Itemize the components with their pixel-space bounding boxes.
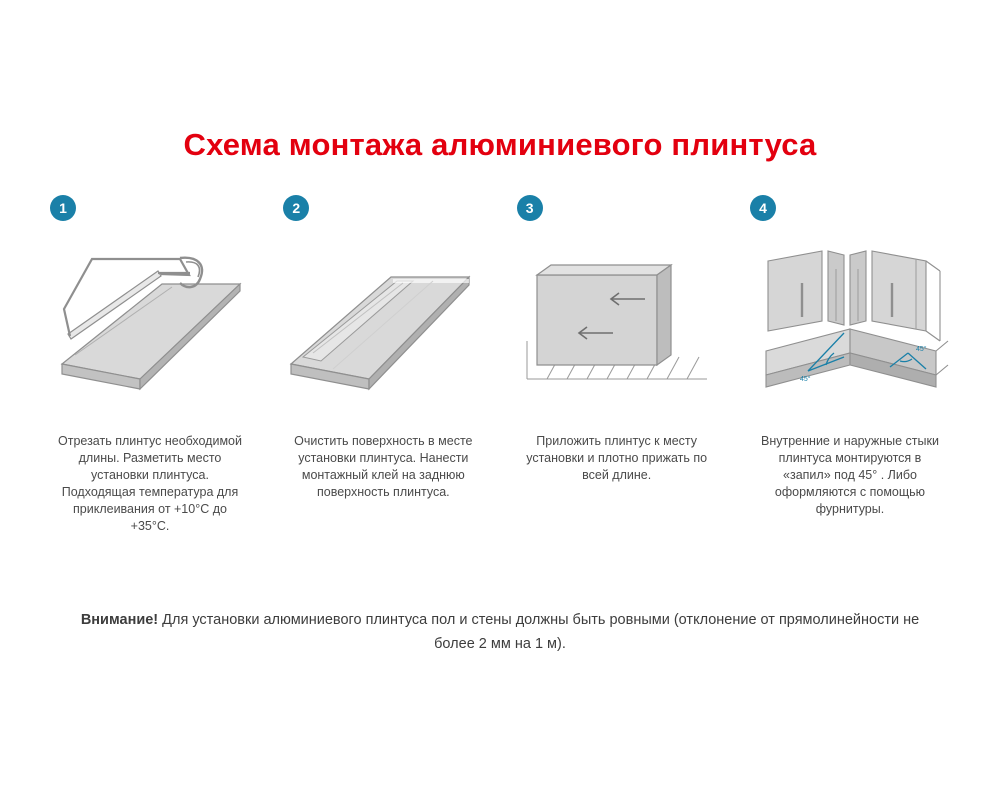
step-1 [40, 195, 260, 535]
step-caption: Внутренние и наружные стыки плинтуса монтируются в «запил» под 45° . Либо оформляются с помощью фурнитуры. [761, 434, 939, 516]
steps-row [40, 195, 960, 535]
step-caption: Приложить плинтус к месту установки и плотно прижать по всей длине. [526, 434, 708, 482]
saw-cutting-plinth-illustration [40, 229, 260, 419]
step-4 [740, 195, 960, 518]
step-2 [273, 195, 493, 501]
step-number-badge: 3 [517, 195, 543, 221]
warning-lead: Внимание! [80, 612, 159, 628]
plinth-profile-cleaning-illustration [273, 229, 493, 419]
step-caption: Очистить поверхность в месте установки плинтуса. Нанести монтажный клей на заднюю поверхность плинтуса. [294, 434, 473, 499]
step-3 [507, 195, 727, 484]
angle-label-left: 45° [799, 376, 811, 383]
press-plinth-to-wall-illustration [507, 229, 727, 419]
step-number-badge: 2 [283, 195, 309, 221]
warning-note [80, 608, 920, 656]
step-caption: Отрезать плинтус необходимой длины. Разметить место установки плинтуса. Подходящая температура для приклеивания от +10°С до +35°С. [58, 434, 242, 533]
page-title: Схема монтажа алюминиевого плинтуса [183, 126, 817, 162]
corner-joints-45-degree-illustration [740, 229, 960, 419]
warning-text: Для установки алюминиевого плинтуса пол и стены должны быть ровными (отклонение от прямолинейности не более 2 мм на 1 м). [158, 612, 920, 652]
step-number-badge: 1 [50, 195, 76, 221]
step-number-badge: 4 [750, 195, 776, 221]
angle-label-right: 45° [915, 346, 927, 353]
